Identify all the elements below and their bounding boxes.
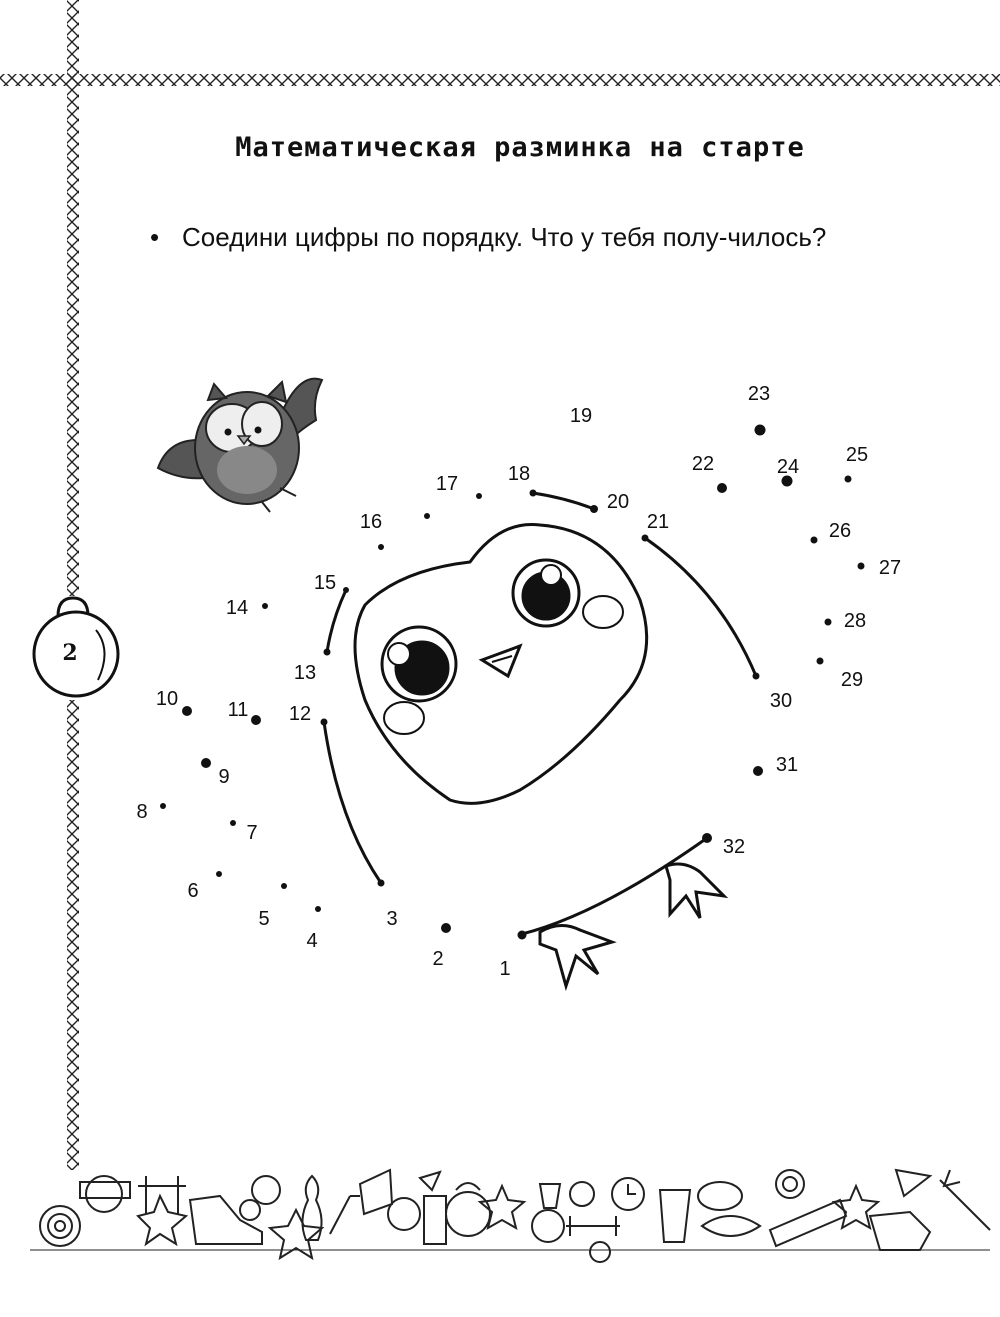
dot-label-19: 19 — [569, 405, 593, 427]
dot-label-18: 18 — [507, 463, 531, 485]
page-number: 2 — [62, 640, 78, 666]
left-border-chain-lower — [67, 700, 79, 1170]
dot-5 — [281, 883, 287, 889]
dot-label-16: 16 — [359, 511, 383, 533]
dot-label-28: 28 — [843, 610, 867, 632]
dot-17 — [424, 513, 430, 519]
dot-label-6: 6 — [187, 880, 199, 902]
dot-11 — [251, 715, 261, 725]
dot-2 — [441, 923, 451, 933]
dot-label-1: 1 — [499, 958, 511, 980]
dot-7 — [230, 820, 236, 826]
dot-label-31: 31 — [775, 754, 799, 776]
dot-16 — [378, 544, 384, 550]
dot-label-26: 26 — [828, 520, 852, 542]
top-border-chain — [0, 74, 1000, 86]
dot-label-15: 15 — [313, 572, 337, 594]
dot-14 — [262, 603, 268, 609]
dot-20 — [590, 505, 598, 513]
dot-label-29: 29 — [840, 669, 864, 691]
bullet-icon: • — [150, 222, 160, 252]
dot-label-11: 11 — [227, 699, 249, 721]
dot-label-24: 24 — [776, 456, 800, 478]
dot-13 — [324, 649, 331, 656]
page-title: Математическая разминка на старте — [235, 132, 805, 163]
sports-equipment-border — [30, 1170, 990, 1262]
dot-10 — [182, 706, 192, 716]
dot-label-22: 22 — [691, 453, 715, 475]
dot-label-10: 10 — [155, 688, 179, 710]
dot-23 — [755, 425, 766, 436]
dot-28 — [825, 619, 832, 626]
task-text: Соедини цифры по порядку. Что у тебя полу-чилось? — [182, 222, 827, 252]
owl-icon — [158, 379, 322, 512]
dot-label-30: 30 — [769, 690, 793, 712]
dot-label-20: 20 — [606, 491, 630, 513]
dot-9 — [201, 758, 211, 768]
dot-label-5: 5 — [258, 908, 270, 930]
dot-label-17: 17 — [435, 473, 459, 495]
dot-label-14: 14 — [225, 597, 249, 619]
dot-4 — [315, 906, 321, 912]
dot-22 — [717, 483, 727, 493]
dot-32 — [702, 833, 712, 843]
dot-label-7: 7 — [246, 822, 258, 844]
dot-31 — [753, 766, 763, 776]
dot-26 — [811, 537, 818, 544]
dot-25 — [845, 476, 852, 483]
dot-8 — [160, 803, 166, 809]
dot-6 — [216, 871, 222, 877]
dot-27 — [858, 563, 865, 570]
dot-label-3: 3 — [386, 908, 398, 930]
dot-19 — [530, 490, 537, 497]
dot-12 — [321, 719, 328, 726]
dot-label-2: 2 — [432, 948, 444, 970]
dot-label-13: 13 — [293, 662, 317, 684]
dot-label-12: 12 — [288, 703, 312, 725]
dot-label-9: 9 — [218, 766, 230, 788]
dot-label-4: 4 — [306, 930, 318, 952]
dot-3 — [378, 880, 385, 887]
dot-label-25: 25 — [845, 444, 869, 466]
task-instruction — [150, 218, 890, 256]
left-border-chain-upper — [67, 0, 79, 596]
dot-label-32: 32 — [722, 836, 746, 858]
dot-label-21: 21 — [646, 511, 670, 533]
dot-18 — [476, 493, 482, 499]
dot-29 — [817, 658, 824, 665]
dot-label-23: 23 — [747, 383, 771, 405]
dot-label-8: 8 — [136, 801, 148, 823]
dot-label-27: 27 — [878, 557, 902, 579]
dot-21 — [642, 535, 649, 542]
penguin-face — [355, 524, 647, 803]
dot-30 — [753, 673, 760, 680]
dot-1 — [518, 931, 527, 940]
dot-15 — [343, 587, 349, 593]
